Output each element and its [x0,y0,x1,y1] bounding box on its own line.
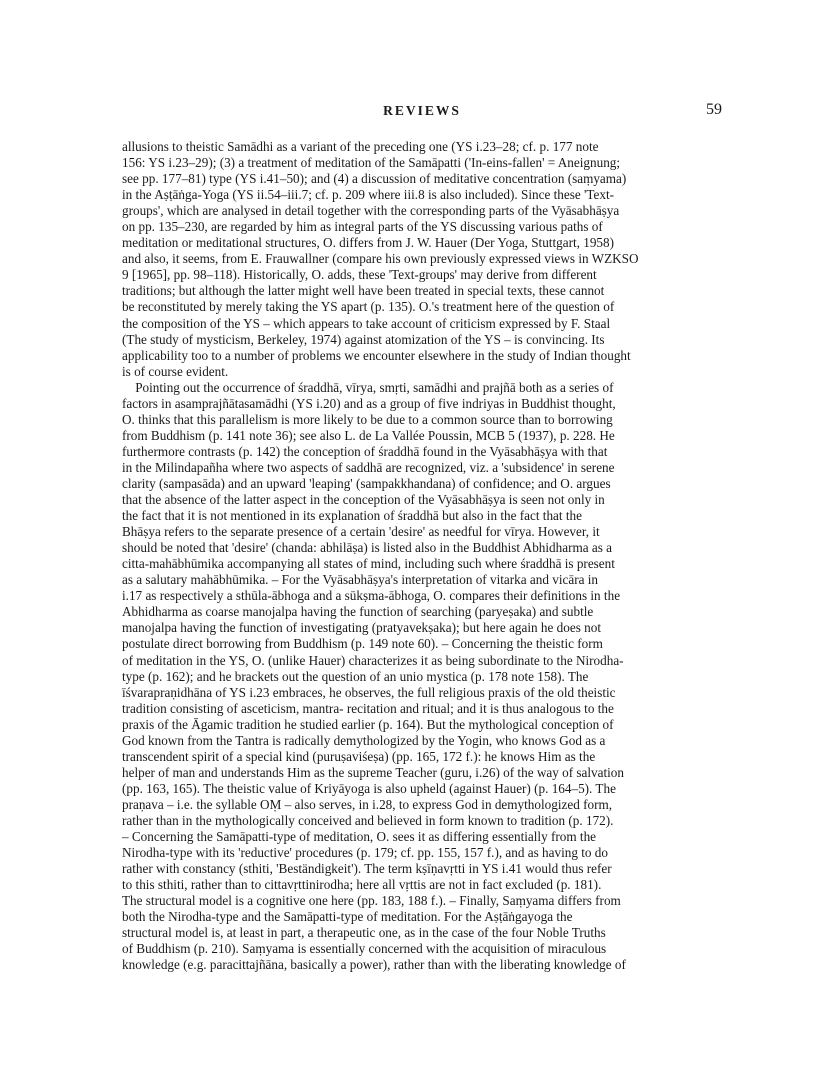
text-line: citta-mahābhūmika accompanying all states of mind, including such where śraddhā is present [122,556,615,572]
text-line: the fact that it is not mentioned in its explanation of śraddhā but also in the fact that the [122,508,582,524]
text-line: tradition consisting of asceticism, mantra- recitation and ritual; and it is thus analogous to the [122,700,614,716]
text-line: in the Milindapañha where two aspects of saddhā are recognized, viz. a 'subsidence' in serene [122,459,615,475]
text-line: allusions to theistic Samādhi as a variant of the preceding one (YS i.23–28; cf. p. 177 note [122,139,599,154]
text-line: from Buddhism (p. 141 note 36); see also L. de La Vallée Poussin, MCB 5 (1937), p. 228. He [122,427,615,443]
text-line: factors in asamprajñātasamādhi (YS i.20) and as a group of five indriyas in Buddhist thought, [122,395,616,411]
text-line: praxis of the Āgamic tradition he studied earlier (p. 164). But the mythological conception of [122,716,614,732]
text-line: on pp. 135–230, are regarded by him as integral parts of the YS discussing various paths of [122,219,603,235]
text-line: 156: YS i.23–29); (3) a treatment of meditation of the Samāpatti ('In-eins-fallen' = Aneignung; [122,155,621,171]
text-line: see pp. 177–81) type (YS i.41–50); and (4) a discussion of meditative concentration (saṃyama) [122,171,627,187]
running-head [122,101,722,121]
text-line: Bhāṣya refers to the separate presence of a certain 'desire' as needful for vīrya. However, it [122,524,600,540]
text-line: (pp. 163, 165). The theistic value of Kriyāyoga is also upheld (against Hauer) (p. 164–5). The [122,780,616,796]
text-line: meditation or meditational structures, O. differs from J. W. Hauer (Der Yoga, Stuttgart, 1958) [122,235,614,251]
text-line: of Buddhism (p. 210). Saṃyama is essentially concerned with the acquisition of miraculous [122,941,607,957]
text-line: transcendent spirit of a special kind (puruṣaviśeṣa) (pp. 165, 172 f.): he knows Him as the [122,748,596,764]
text-line: the composition of the YS – which appears to take account of criticism expressed by F. Staal [122,315,611,331]
text-line: groups', which are analysed in detail together with the corresponding parts of the Vyāsabhāṣya [122,203,620,219]
text-line: and also, it seems, from E. Frauwallner (compare his own previously expressed views in WZKSO [122,251,639,267]
text-line: both the Nirodha-type and the Samāpatti-type of meditation. For the Aṣṭāṅgayoga the [122,909,573,925]
text-line: as a salutary mahābhūmika. – For the Vyāsabhāṣya's interpretation of vitarka and vicāra in [122,572,598,588]
text-line: rather than in the mythologically conceived and believed in form known to tradition (p. 172). [122,812,614,828]
text-line: traditions; but although the latter might well have been treated in special texts, these cannot [122,283,605,299]
text-line: to this sthiti, rather than to cittavṛttinirodha; here all vṛttis are not in fact excluded (p. 181). [122,877,602,893]
text-line: knowledge (e.g. paracittajñāna, basically a power), rather than with the liberating knowledge of [122,957,626,973]
text-line: is of course evident. [122,363,229,379]
text-line: postulate direct borrowing from Buddhism (p. 149 note 60). – Concerning the theistic form [122,636,603,652]
text-line: Nirodha-type with its 'reductive' procedures (p. 179; cf. pp. 155, 157 f.), and as having to do [122,845,608,861]
review-body-text [122,139,722,973]
text-line: O. thinks that this parallelism is more likely to be due to a common source than to borrowing [122,411,613,427]
text-line: (The study of mysticism, Berkeley, 1974) against atomization of the YS – is convincing. Its [122,331,605,347]
text-line: should be noted that 'desire' (chanda: abhilāṣa) is listed also in the Buddhist Abhidharma as a [122,540,613,556]
text-line: Abhidharma as coarse manojalpa having the function of searching (paryeṣaka) and subtle [122,604,594,620]
text-line: of meditation in the YS, O. (unlike Hauer) characterizes it as being subordinate to the Nirodha- [122,652,624,668]
text-line: be reconstituted by merely taking the YS apart (p. 135). O.'s treatment here of the question of [122,299,615,315]
text-line: īśvarapraṇidhāna of YS i.23 embraces, he observes, the full religious praxis of the old theistic [122,684,616,700]
text-line: in the Aṣṭāṅga-Yoga (YS ii.54–iii.7; cf. p. 209 where iii.8 is also included). Since these 'Text- [122,187,614,203]
text-line: The structural model is a cognitive one here (pp. 183, 188 f.). – Finally, Saṃyama differs from [122,893,621,909]
text-line: i.17 as respectively a sthūla-ābhoga and a sūkṣma-ābhoga, O. compares their definitions in the [122,588,621,604]
text-line: – Concerning the Samāpatti-type of meditation, O. sees it as differing essentially from the [122,829,597,845]
text-line: type (p. 162); and he brackets out the question of an unio mystica (p. 178 note 158). The [122,668,589,684]
text-line: rather with constancy (sthiti, 'Beständigkeit'). The term kṣīṇavṛtti in YS i.41 would thus refer [122,861,612,877]
text-line: helper of man and understands Him as the supreme Teacher (guru, i.26) of the way of salvation [122,764,624,780]
text-line: God known from the Tantra is radically demythologized by the Yogin, who knows God as a [122,732,606,748]
text-line: 9 [1965], pp. 98–118). Historically, O. adds, these 'Text-groups' may derive from different [122,267,597,283]
text-line: Pointing out the occurrence of śraddhā, vīrya, smṛti, samādhi and prajñā both as a series of [122,379,614,395]
running-head-title: REVIEWS [383,103,461,118]
page-number: 59 [706,101,722,118]
text-line: clarity (sampasāda) and an upward 'leaping' (sampakkhandana) of confidence; and O. argues [122,475,611,491]
text-line: structural model is, at least in part, a therapeutic one, as in the case of the four Noble Truths [122,925,606,941]
text-line: applicability too to a number of problems we encounter elsewhere in the study of Indian thought [122,347,631,363]
text-line: praṇava – i.e. the syllable OṂ – also serves, in i.28, to express God in demythologized form, [122,796,613,812]
text-line: that the absence of the latter aspect in the conception of the Vyāsabhāṣya is seen not only in [122,492,605,508]
text-line: manojalpa having the function of investigating (pratyavekṣaka); but here again he does not [122,620,601,636]
text-line: furthermore contrasts (p. 142) the conception of śraddhā found in the Vyāsabhāṣya with that [122,443,608,459]
